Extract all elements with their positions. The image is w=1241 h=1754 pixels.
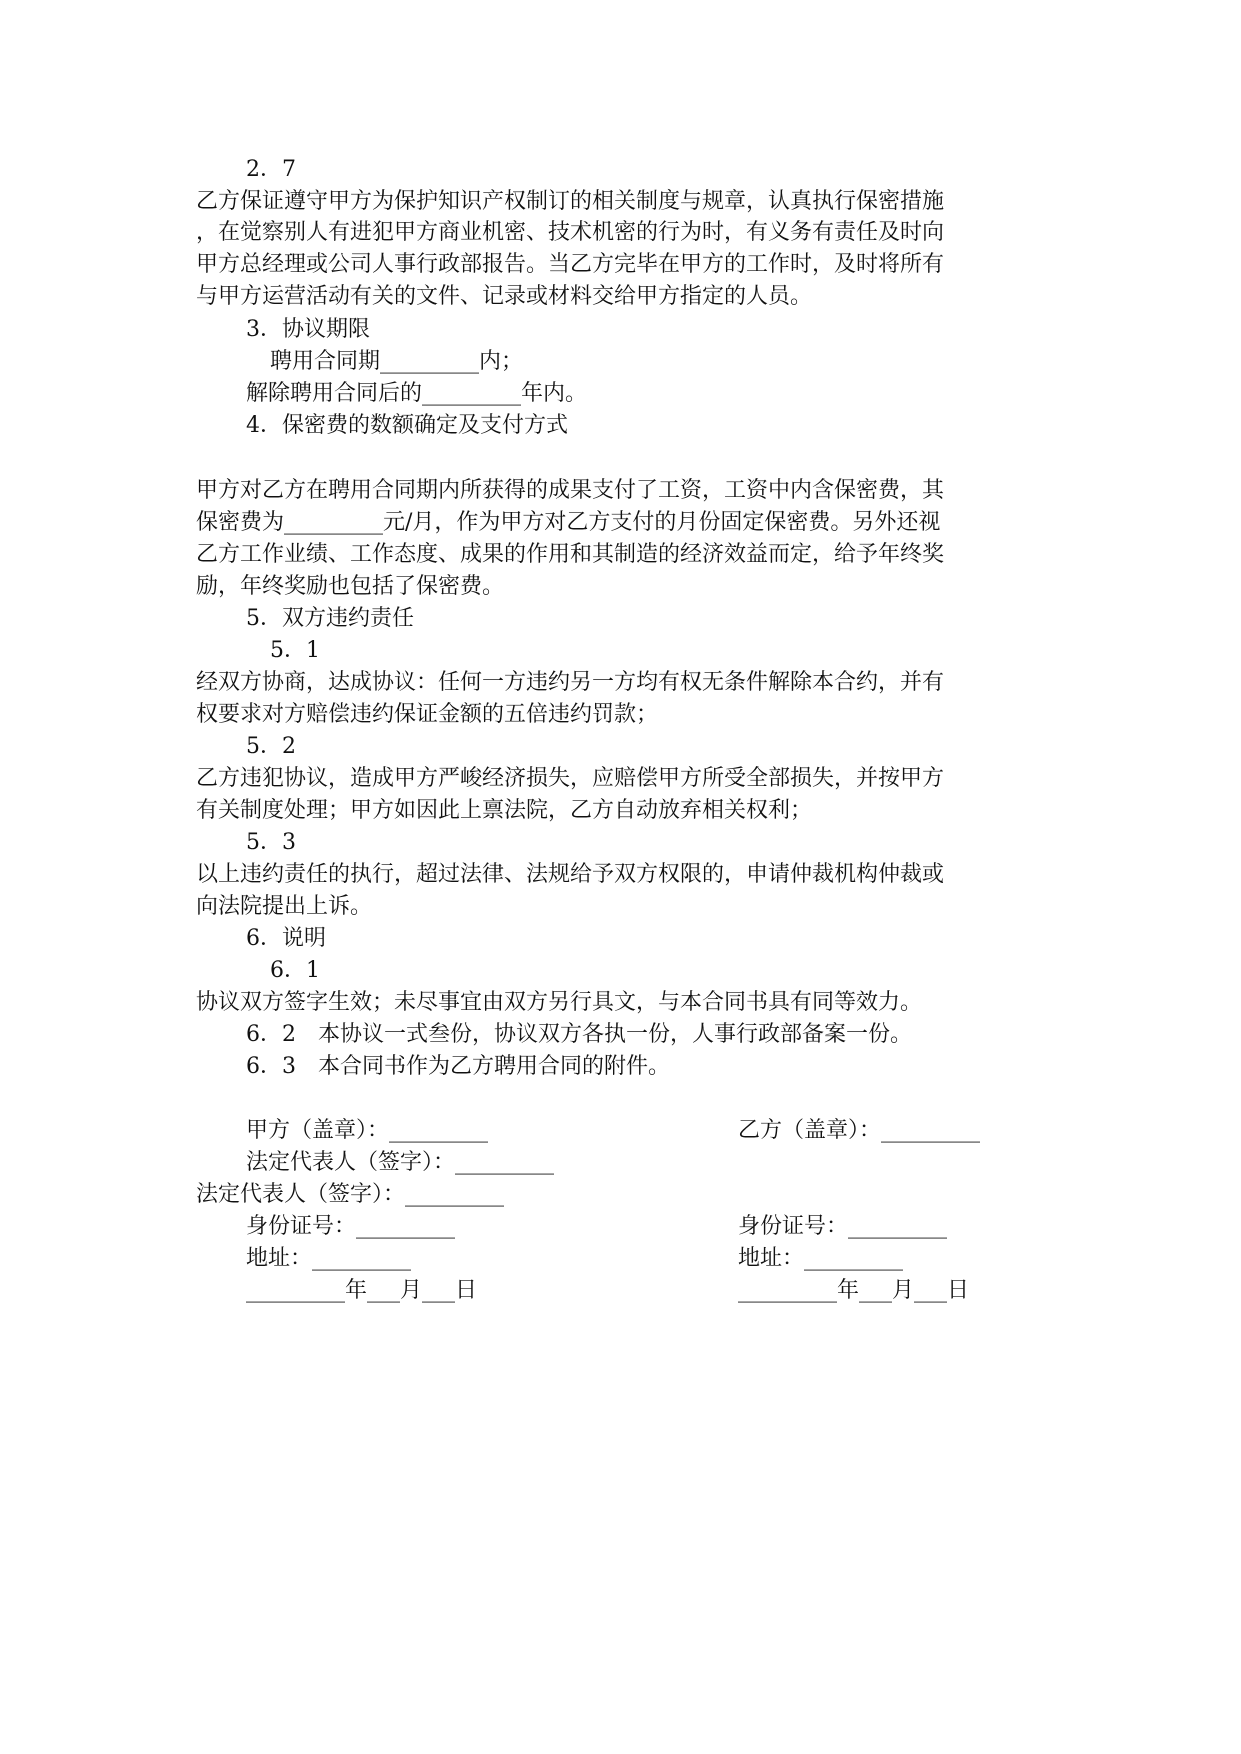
- section-4-line-2: 保密费为_________元/月，作为甲方对乙方支付的月份固定保密费。另外还视: [196, 510, 941, 535]
- section-5-1-line-2: 权要求对方赔偿违约保证金额的五倍违约罚款；: [196, 702, 659, 727]
- section-5-1-number: 5．1: [270, 638, 320, 663]
- section-4-line-1: 甲方对乙方在聘用合同期内所获得的成果支付了工资，工资中内含保密费，其: [196, 478, 945, 503]
- party-a-address-field: 地址：_________: [246, 1246, 412, 1271]
- section-5-title: 5．双方违约责任: [246, 606, 414, 631]
- section-5-3-number: 5．3: [246, 830, 296, 855]
- section-2-7-line-2: ，在觉察别人有进犯甲方商业机密、技术机密的行为时，有义务有责任及时向: [196, 220, 945, 245]
- party-b-seal-field: 乙方（盖章）：_________: [738, 1118, 981, 1143]
- party-a-date-field: _________年___月___日: [246, 1278, 478, 1303]
- section-5-2-line-1: 乙方违犯协议，造成甲方严峻经济损失，应赔偿甲方所受全部损失，并按甲方: [196, 766, 945, 791]
- section-5-2-number: 5．2: [246, 734, 296, 759]
- party-a-rep-field: 法定代表人（签字）：_________: [246, 1150, 555, 1175]
- party-b-rep-field: 法定代表人（签字）：_________: [196, 1182, 505, 1207]
- section-6-1-number: 6．1: [270, 958, 320, 983]
- section-4-line-3: 乙方工作业绩、工作态度、成果的作用和其制造的经济效益而定，给予年终奖: [196, 542, 945, 567]
- party-b-id-field: 身份证号：_________: [738, 1214, 948, 1239]
- section-3-line-1: 聘用合同期_________内；: [270, 349, 524, 374]
- section-5-3-line-1: 以上违约责任的执行，超过法律、法规给予双方权限的，申请仲裁机构仲裁或: [196, 862, 945, 887]
- section-3-line-2: 解除聘用合同后的_________年内。: [246, 381, 588, 406]
- section-5-3-line-2: 向法院提出上诉。: [196, 894, 373, 919]
- section-6-1-line-1: 协议双方签字生效；未尽事宜由双方另行具文，与本合同书具有同等效力。: [196, 990, 923, 1015]
- section-6-title: 6．说明: [246, 926, 326, 951]
- section-5-1-line-1: 经双方协商，达成协议：任何一方违约另一方均有权无条件解除本合约，并有: [196, 670, 945, 695]
- section-6-2-line: 6．2 本协议一式叁份，协议双方各执一份，人事行政部备案一份。: [246, 1022, 912, 1047]
- section-2-7-line-3: 甲方总经理或公司人事行政部报告。当乙方完毕在甲方的工作时，及时将所有: [196, 252, 945, 277]
- section-4-line-4: 励，年终奖励也包括了保密费。: [196, 574, 505, 599]
- section-2-7-number: 2．7: [246, 157, 296, 182]
- party-b-date-field: _________年___月___日: [738, 1278, 970, 1303]
- section-3-title: 3．协议期限: [246, 317, 370, 342]
- section-4-title: 4．保密费的数额确定及支付方式: [246, 413, 568, 438]
- section-5-2-line-2: 有关制度处理；甲方如因此上禀法院，乙方自动放弃相关权利；: [196, 798, 813, 823]
- party-a-id-field: 身份证号：_________: [246, 1214, 456, 1239]
- section-2-7-line-4: 与甲方运营活动有关的文件、记录或材料交给甲方指定的人员。: [196, 284, 813, 309]
- party-b-address-field: 地址：_________: [738, 1246, 904, 1271]
- section-2-7-line-1: 乙方保证遵守甲方为保护知识产权制订的相关制度与规章，认真执行保密措施: [196, 189, 945, 214]
- section-6-3-line: 6．3 本合同书作为乙方聘用合同的附件。: [246, 1054, 670, 1079]
- party-a-seal-field: 甲方（盖章）：_________: [246, 1118, 489, 1143]
